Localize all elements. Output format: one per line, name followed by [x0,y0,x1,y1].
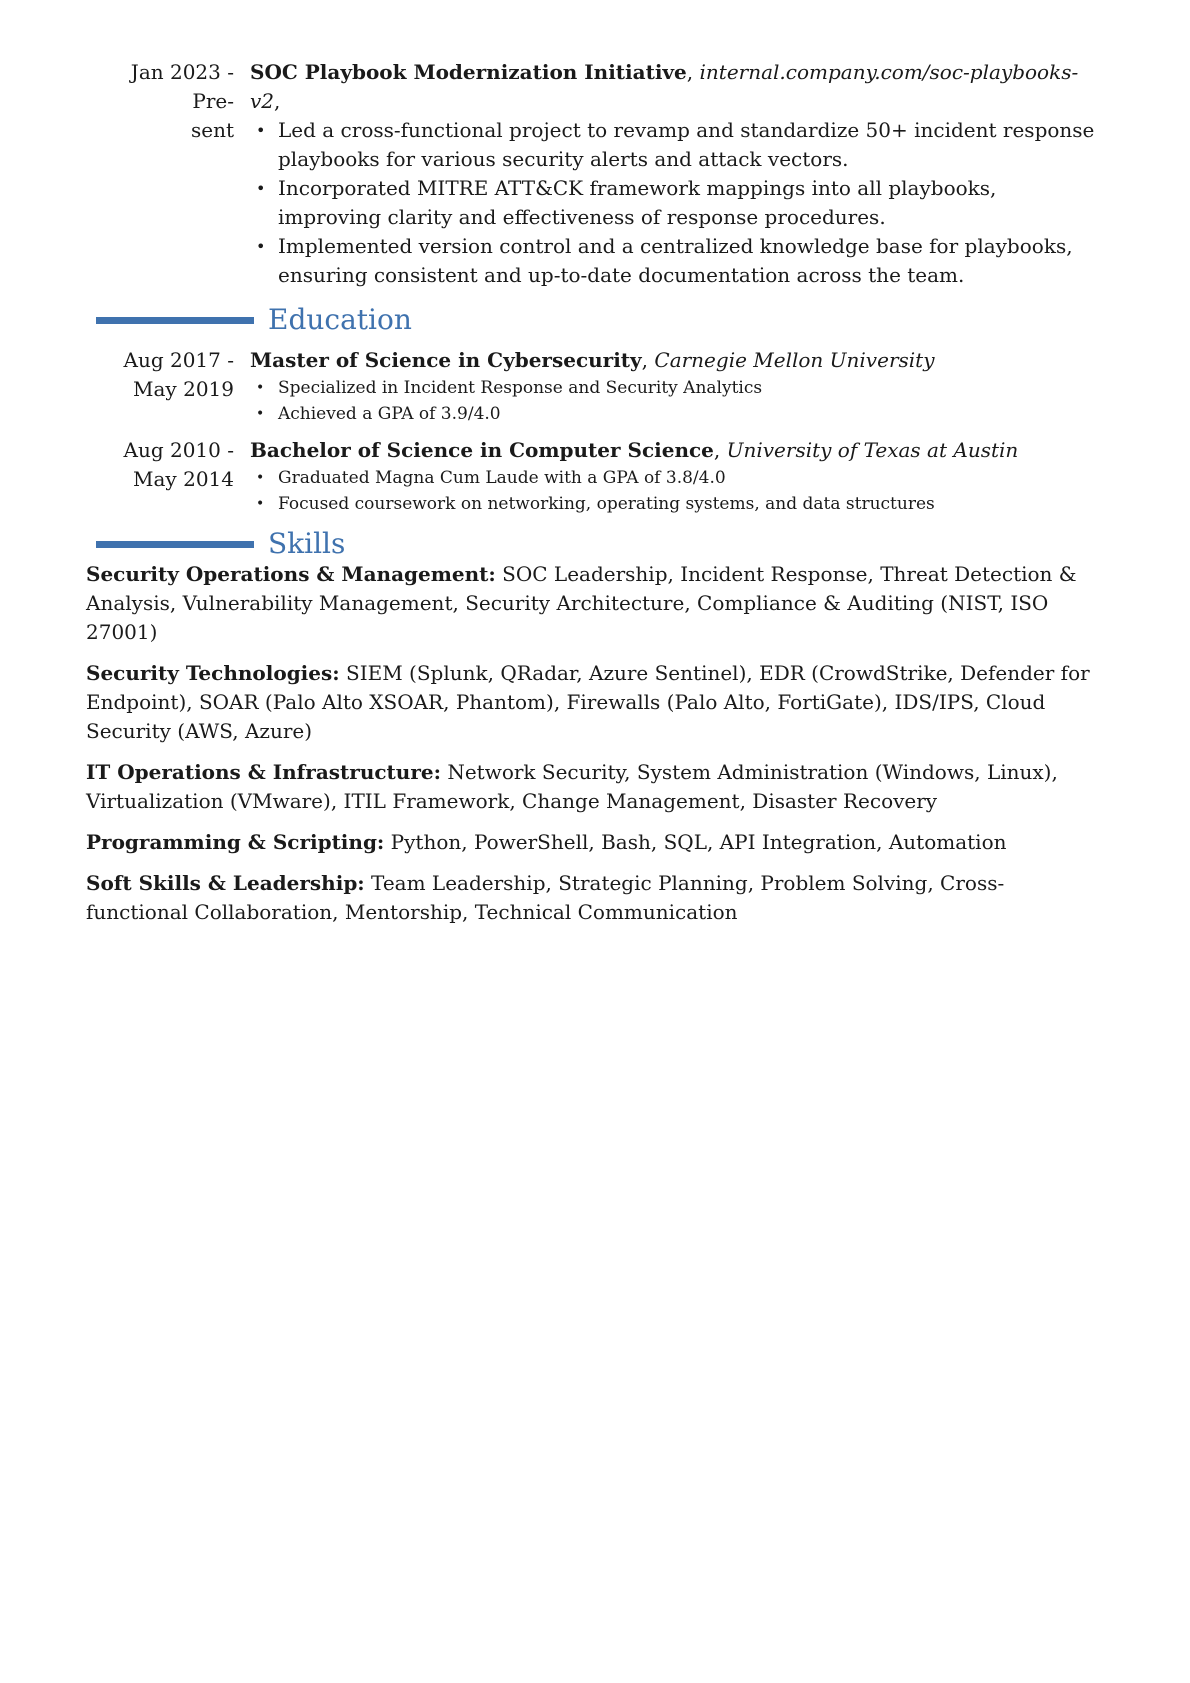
skill-text: Python, PowerShell, Bash, SQL, API Integration, Automation [390,830,1007,854]
education-content [250,346,1100,427]
project-date-end: sent [190,118,234,142]
skill-item [86,828,1100,857]
skills-heading: Skills [268,527,346,560]
project-bullets [250,116,1100,290]
skill-category: Soft Skills & Leadership: [86,871,365,895]
education-title-line: Bachelor of Science in Computer Science, University of Texas at Austin [250,438,1019,462]
skills-section-heading [96,526,345,562]
project-url[interactable]: internal.company.com/soc-playbooks-v2 [250,60,1079,113]
skill-item [86,758,1100,816]
education-date-end: May 2014 [133,467,234,491]
education-bullets [250,465,1100,517]
education-heading: Education [268,303,412,336]
skill-item [86,659,1100,746]
skills-list [86,560,1100,939]
list-item: • Achieved a GPA of 3.9/4.0 [278,401,1100,427]
list-item: • Implemented version control and a centralized knowledge base for playbooks, ensuring consistent and up-to-date documentation across the team. [278,232,1100,290]
education-title-line: Master of Science in Cybersecurity, Carnegie Mellon University [250,348,935,372]
project-title-line: SOC Playbook Modernization Initiative, internal.company.com/soc-playbooks-v2, [250,60,1079,113]
list-item: • Graduated Magna Cum Laude with a GPA of 3.8/4.0 [278,465,1100,491]
education-date-end: May 2019 [133,377,234,401]
list-item: • Specialized in Incident Response and Security Analytics [278,375,1100,401]
education-entry [86,346,1100,427]
skill-category: IT Operations & Infrastructure: [86,760,441,784]
education-bullets [250,375,1100,427]
skill-text: Team Leadership, Strategic Planning, Problem Solving, Cross-functional Collaboration, Mentorship, Technical Communication [86,871,1005,924]
project-content [250,58,1100,290]
list-item: • Focused coursework on networking, operating systems, and data structures [278,491,1100,517]
education-date [86,346,250,427]
education-entry [86,436,1100,517]
education-date-start: Aug 2010 - [123,438,234,462]
project-entry [86,58,1100,290]
project-date [86,58,250,290]
list-item: • Led a cross-functional project to revamp and standardize 50+ incident response playbooks for various security alerts and attack vectors. [278,116,1100,174]
section-accent-bar [96,541,254,548]
skill-item [86,560,1100,647]
education-content [250,436,1100,517]
skill-text: Network Security, System Administration (Windows, Linux), Virtualization (VMware), ITIL Framework, Change Management, Disaster Recovery [86,760,1058,813]
education-date [86,436,250,517]
project-title: SOC Playbook Modernization Initiative [250,60,687,84]
education-date-start: Aug 2017 - [123,348,234,372]
skill-category: Security Operations & Management: [86,562,496,586]
school-name: University of Texas at Austin [726,438,1019,462]
education-section-heading [96,302,412,338]
list-item: • Incorporated MITRE ATT&CK framework mappings into all playbooks, improving clarity and effectiveness of response procedures. [278,174,1100,232]
skill-item [86,869,1100,927]
section-accent-bar [96,317,254,324]
skill-text: SOC Leadership, Incident Response, Threat Detection & Analysis, Vulnerability Management, Security Architecture, Compliance & Auditing (NIST, ISO 27001) [86,562,1077,644]
skill-category: Security Technologies: [86,661,340,685]
degree-title: Bachelor of Science in Computer Science [250,438,714,462]
skill-category: Programming & Scripting: [86,830,385,854]
skill-text: SIEM (Splunk, QRadar, Azure Sentinel), EDR (CrowdStrike, Defender for Endpoint), SOAR (Palo Alto XSOAR, Phantom), Firewalls (Palo Alto, FortiGate), IDS/IPS, Cloud Security (AWS, Azure) [86,661,1090,743]
project-date-start: Jan 2023 - Pre- [130,60,234,113]
degree-title: Master of Science in Cybersecurity [250,348,642,372]
school-name: Carnegie Mellon University [654,348,935,372]
